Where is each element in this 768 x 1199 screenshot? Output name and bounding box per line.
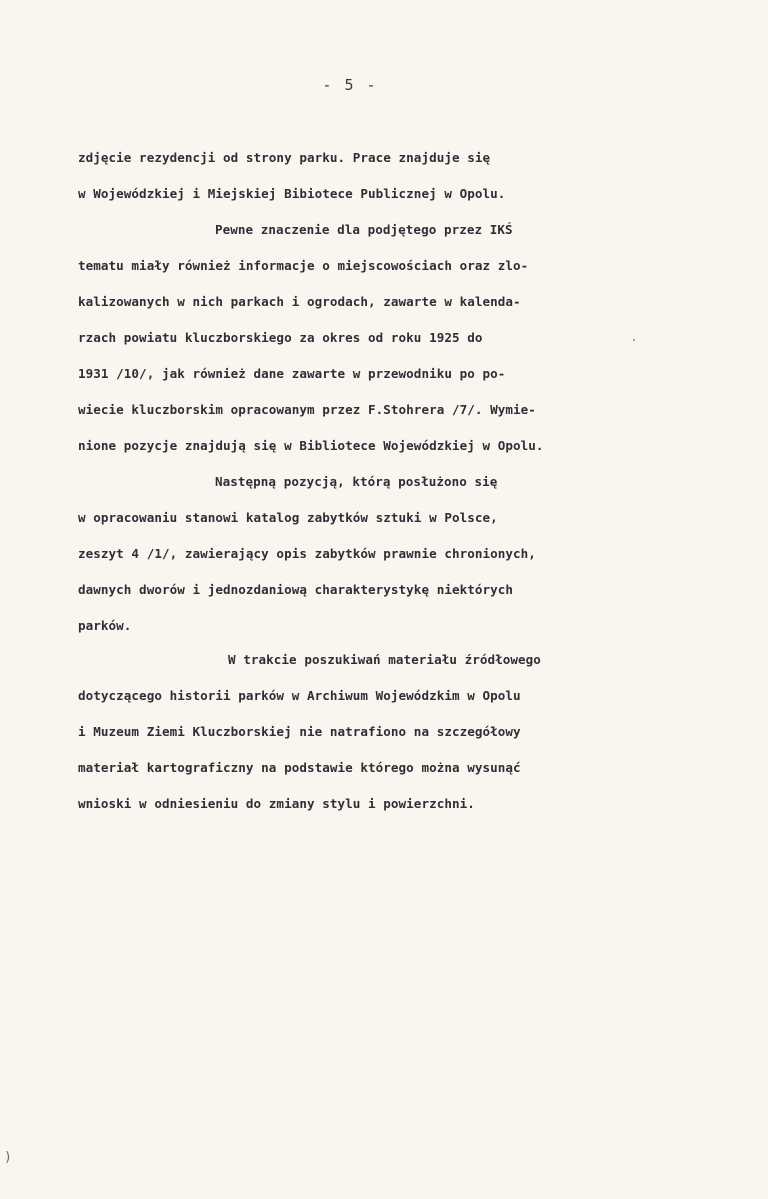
text-line: tematu miały również informacje o miejscowościach oraz zlo- [78,258,529,273]
text-line: dawnych dworów i jednozdaniową charakterystykę niektórych [78,582,514,597]
text-line: w opracowaniu stanowi katalog zabytków sztuki w Polsce, [78,510,498,525]
text-line: parków. [78,618,132,633]
text-line: rzach powiatu kluczborskiego za okres od roku 1925 do [78,330,483,345]
text-line: dotyczącego historii parków w Archiwum Wojewódzkim w Opolu [78,688,521,703]
text-line: nione pozycje znajdują się w Bibliotece Wojewódzkiej w Opolu. [78,438,544,453]
text-line: zdjęcie rezydencji od strony parku. Prace znajduje się [78,150,491,165]
text-line: 1931 /10/, jak również dane zawarte w przewodniku po po- [78,366,506,381]
text-line: materiał kartograficzny na podstawie którego można wysunąć [78,760,521,775]
text-line: zeszyt 4 /1/, zawierający opis zabytków prawnie chronionych, [78,546,536,561]
text-line: i Muzeum Ziemi Kluczborskiej nie natrafiono na szczegółowy [78,724,521,739]
text-line: Następną pozycją, którą posłużono się [215,474,498,489]
text-line: wnioski w odniesieniu do zmiany stylu i powierzchni. [78,796,475,811]
page-number: - 5 - [322,76,378,94]
text-line: wiecie kluczborskim opracowanym przez F.Stohrera /7/. Wymie- [78,402,536,417]
stray-mark [633,339,635,341]
text-line: Pewne znaczenie dla podjętego przez IKŚ [215,222,513,237]
text-line: w Wojewódzkiej i Miejskiej Bibiotece Publicznej w Opolu. [78,186,506,201]
text-line: W trakcie poszukiwań materiału źródłowego [228,652,541,667]
text-line: kalizowanych w nich parkach i ogrodach, zawarte w kalenda- [78,294,521,309]
margin-mark: ) [4,1150,12,1165]
